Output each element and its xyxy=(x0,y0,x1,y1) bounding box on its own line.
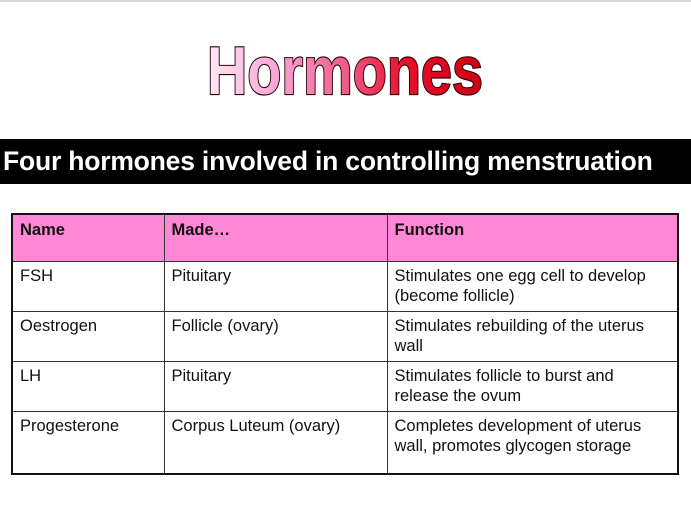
table-row xyxy=(12,261,678,311)
table-row xyxy=(12,411,678,474)
title-text: Hormones xyxy=(207,33,483,105)
cell-name: Oestrogen xyxy=(12,311,164,361)
cell-function: Stimulates rebuilding of the uterus wall xyxy=(387,311,678,361)
top-rule xyxy=(0,0,691,2)
table-header-row xyxy=(12,214,678,261)
cell-function: Completes development of uterus wall, promotes glycogen storage xyxy=(387,411,678,474)
cell-made: Pituitary xyxy=(164,361,387,411)
cell-made: Corpus Luteum (ovary) xyxy=(164,411,387,474)
subtitle-banner: Four hormones involved in controlling menstruation xyxy=(0,139,691,184)
cell-function: Stimulates one egg cell to develop (become follicle) xyxy=(387,261,678,311)
slide-title xyxy=(0,30,691,105)
hormones-table xyxy=(11,213,679,475)
table-row xyxy=(12,361,678,411)
cell-function: Stimulates follicle to burst and release the ovum xyxy=(387,361,678,411)
column-header-made: Made… xyxy=(164,214,387,261)
cell-made: Follicle (ovary) xyxy=(164,311,387,361)
table-row xyxy=(12,311,678,361)
column-header-name: Name xyxy=(12,214,164,261)
cell-made: Pituitary xyxy=(164,261,387,311)
column-header-function: Function xyxy=(387,214,678,261)
cell-name: LH xyxy=(12,361,164,411)
title-wordart xyxy=(0,30,691,105)
cell-name: Progesterone xyxy=(12,411,164,474)
cell-name: FSH xyxy=(12,261,164,311)
